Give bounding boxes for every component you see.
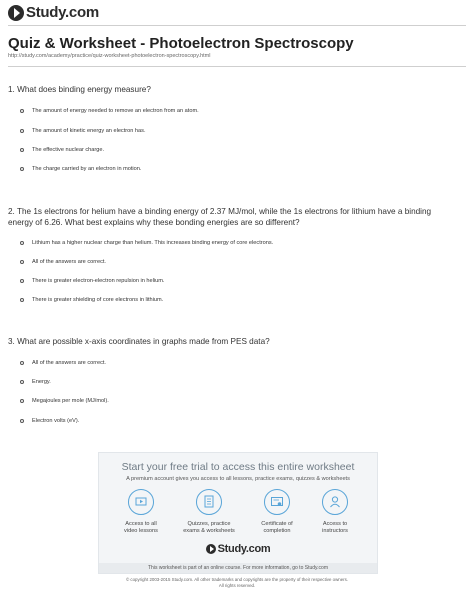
study-logo[interactable] <box>8 4 99 21</box>
feature-quizzes <box>179 489 239 535</box>
feature-label: Access to instructors <box>322 521 348 534</box>
page-title: Quiz & Worksheet - Photoelectron Spectroscopy <box>8 35 354 52</box>
q3-option-3[interactable]: Megajoules per mole (MJ/mol). <box>20 398 454 404</box>
video-play-icon <box>128 489 154 515</box>
q1-option-3[interactable]: The effective nuclear charge. <box>20 147 454 153</box>
radio-bullet-icon <box>20 167 24 171</box>
play-logo-icon <box>8 5 24 21</box>
q1-option-1[interactable]: The amount of energy needed to remove an electron from an atom. <box>20 108 454 114</box>
certificate-icon <box>264 489 290 515</box>
question-2-text: 2. The 1s electrons for helium have a binding energy of 2.37 MJ/mol, while the 1s electrons for lithium have a binding energy of 6.26. What best explains why these bonding energies are so different? <box>8 207 432 227</box>
radio-bullet-icon <box>20 109 24 113</box>
promo-heading: Start your free trial to access this entire worksheet <box>121 461 355 473</box>
promo-study-logo[interactable]: Study.com <box>99 543 377 555</box>
q1-option-2[interactable]: The amount of kinetic energy an electron has. <box>20 128 454 134</box>
radio-bullet-icon <box>20 399 24 403</box>
copyright-notice: © copyright 2003-2015 Study.com. All other trademarks and copyrights are the property of their respective owners. All rights reserved. <box>125 577 349 588</box>
instructor-icon <box>322 489 348 515</box>
feature-video-lessons <box>111 489 171 535</box>
quiz-list-icon <box>196 489 222 515</box>
feature-label: Access to all video lessons <box>124 521 158 534</box>
radio-bullet-icon <box>20 419 24 423</box>
radio-bullet-icon <box>20 148 24 152</box>
radio-bullet-icon <box>20 279 24 283</box>
q2-option-1[interactable]: Lithium has a higher nuclear charge than helium. This increases binding energy of core electrons. <box>20 240 454 246</box>
feature-label: Certificate of completion <box>261 521 293 534</box>
radio-bullet-icon <box>20 298 24 302</box>
q3-option-2[interactable]: Energy. <box>20 379 454 385</box>
page-url[interactable]: http://study.com/academy/practice/quiz-worksheet-photoelectron-spectroscopy.html <box>8 53 211 59</box>
radio-bullet-icon <box>20 380 24 384</box>
feature-certificate <box>247 489 307 535</box>
free-trial-promo[interactable] <box>98 452 378 574</box>
q3-option-1[interactable]: All of the answers are correct. <box>20 360 454 366</box>
q2-option-2[interactable]: All of the answers are correct. <box>20 259 454 265</box>
header-divider <box>8 25 466 26</box>
q2-option-4[interactable]: There is greater shielding of core electrons in lithium. <box>20 297 454 303</box>
logo-text: Study.com <box>26 4 99 21</box>
play-logo-icon <box>206 544 216 554</box>
radio-bullet-icon <box>20 129 24 133</box>
question-1-text: 1. What does binding energy measure? <box>8 85 151 94</box>
promo-footer: This worksheet is part of an online course. For more information, go to Study.com <box>99 563 377 573</box>
feature-instructors <box>305 489 365 535</box>
q3-option-4[interactable]: Electron volts (eV). <box>20 418 454 424</box>
title-divider <box>8 66 466 67</box>
radio-bullet-icon <box>20 241 24 245</box>
radio-bullet-icon <box>20 361 24 365</box>
radio-bullet-icon <box>20 260 24 264</box>
q2-option-3[interactable]: There is greater electron-electron repulsion in helium. <box>20 278 454 284</box>
promo-subheading: A premium account gives you access to all lessons, practice exams, quizzes & worksheets <box>126 476 350 482</box>
feature-label: Quizzes, practice exams & worksheets <box>183 521 235 534</box>
question-3-text: 3. What are possible x-axis coordinates in graphs made from PES data? <box>8 337 270 346</box>
q1-option-4[interactable]: The charge carried by an electron in motion. <box>20 166 454 172</box>
